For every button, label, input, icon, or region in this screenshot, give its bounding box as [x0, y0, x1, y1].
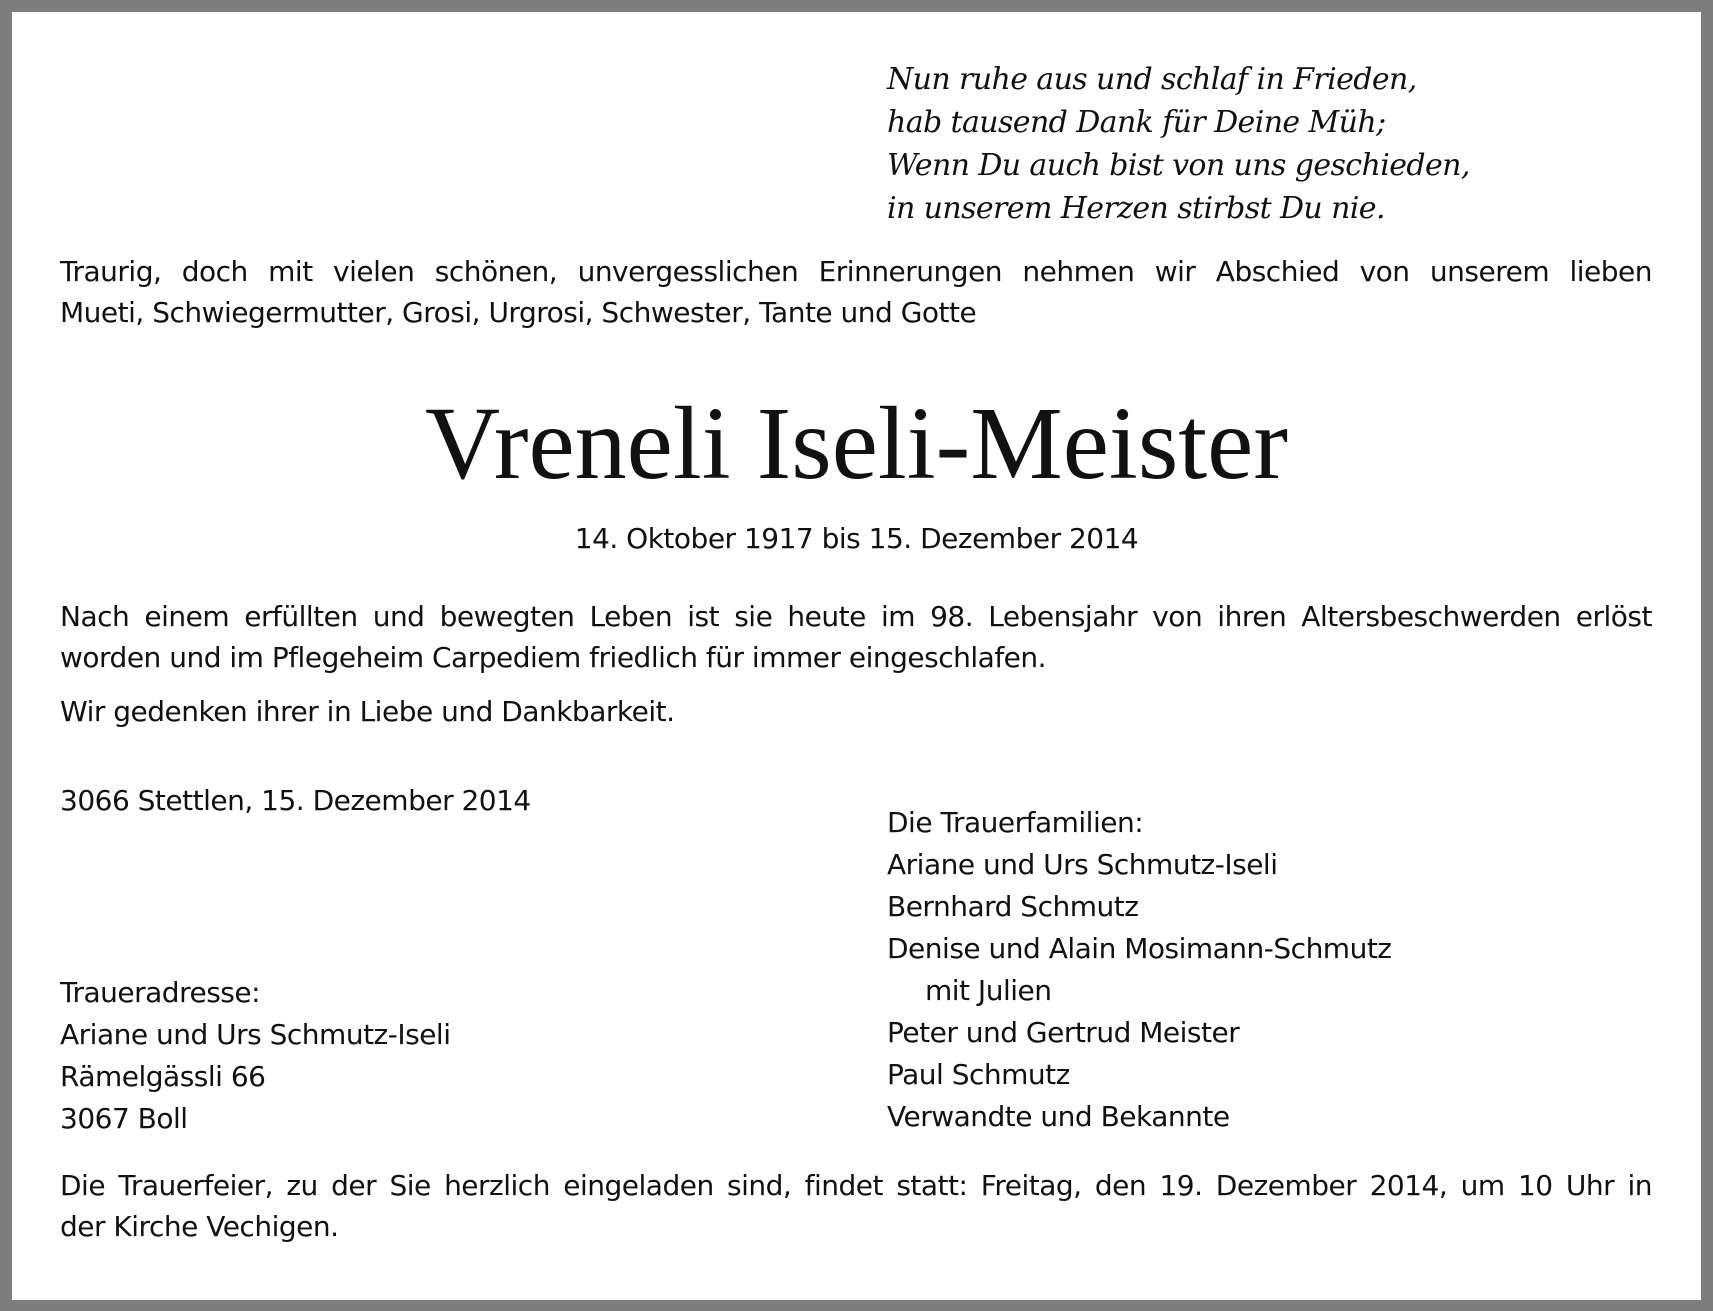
service-line-1: Die Trauerfeier, zu der Sie herzlich eingeladen sind, findet statt: Freitag, den 19. Dezember 2014, um 10 Uhr in: [60, 1169, 1652, 1202]
message-line-1: Nach einem erfüllten und bewegten Leben ist sie heute im 98. Lebensjahr von ihren Altersbeschwerden erlöst: [60, 600, 1652, 633]
mourning-address-line: 3067 Boll: [60, 1102, 188, 1135]
mourning-address-line: Rämelgässli 66: [60, 1060, 266, 1093]
mourning-families: [887, 802, 1392, 1138]
deceased-name: Vreneli Iseli-Meister: [425, 386, 1288, 501]
intro-line-2: Mueti, Schwiegermutter, Grosi, Urgrosi, Schwester, Tante und Gotte: [60, 296, 977, 329]
mourning-address: [60, 972, 450, 1140]
family-member: Denise und Alain Mosimann-Schmutz: [887, 932, 1392, 965]
poem-line: Nun ruhe aus und schlaf in Frieden,: [887, 62, 1417, 97]
families-heading: Die Trauerfamilien:: [887, 806, 1144, 839]
family-member: Verwandte und Bekannte: [887, 1100, 1230, 1133]
poem-line: Wenn Du auch bist von uns geschieden,: [887, 148, 1470, 183]
mourning-address-heading: Traueradresse:: [60, 976, 261, 1009]
family-member: Paul Schmutz: [887, 1058, 1070, 1091]
message-line-3: Wir gedenken ihrer in Liebe und Dankbarkeit.: [60, 695, 675, 728]
poem: [887, 58, 1470, 230]
poem-line: hab tausend Dank für Deine Müh;: [887, 105, 1386, 140]
place-date: 3066 Stettlen, 15. Dezember 2014: [60, 784, 531, 817]
obituary-notice: [12, 12, 1701, 1300]
intro-line-1: Traurig, doch mit vielen schönen, unvergesslichen Erinnerungen nehmen wir Abschied von unserem lieben: [60, 255, 1652, 288]
life-dates: 14. Oktober 1917 bis 15. Dezember 2014: [574, 522, 1139, 555]
family-member: mit Julien: [925, 974, 1052, 1007]
family-member: Ariane und Urs Schmutz-Iseli: [887, 848, 1278, 881]
family-member: Peter und Gertrud Meister: [887, 1016, 1240, 1049]
family-member: Bernhard Schmutz: [887, 890, 1139, 923]
service-line-2: der Kirche Vechigen.: [60, 1210, 339, 1243]
message-line-2: worden und im Pflegeheim Carpediem friedlich für immer eingeschlafen.: [60, 641, 1047, 674]
poem-line: in unserem Herzen stirbst Du nie.: [887, 191, 1385, 226]
mourning-address-line: Ariane und Urs Schmutz-Iseli: [60, 1018, 451, 1051]
